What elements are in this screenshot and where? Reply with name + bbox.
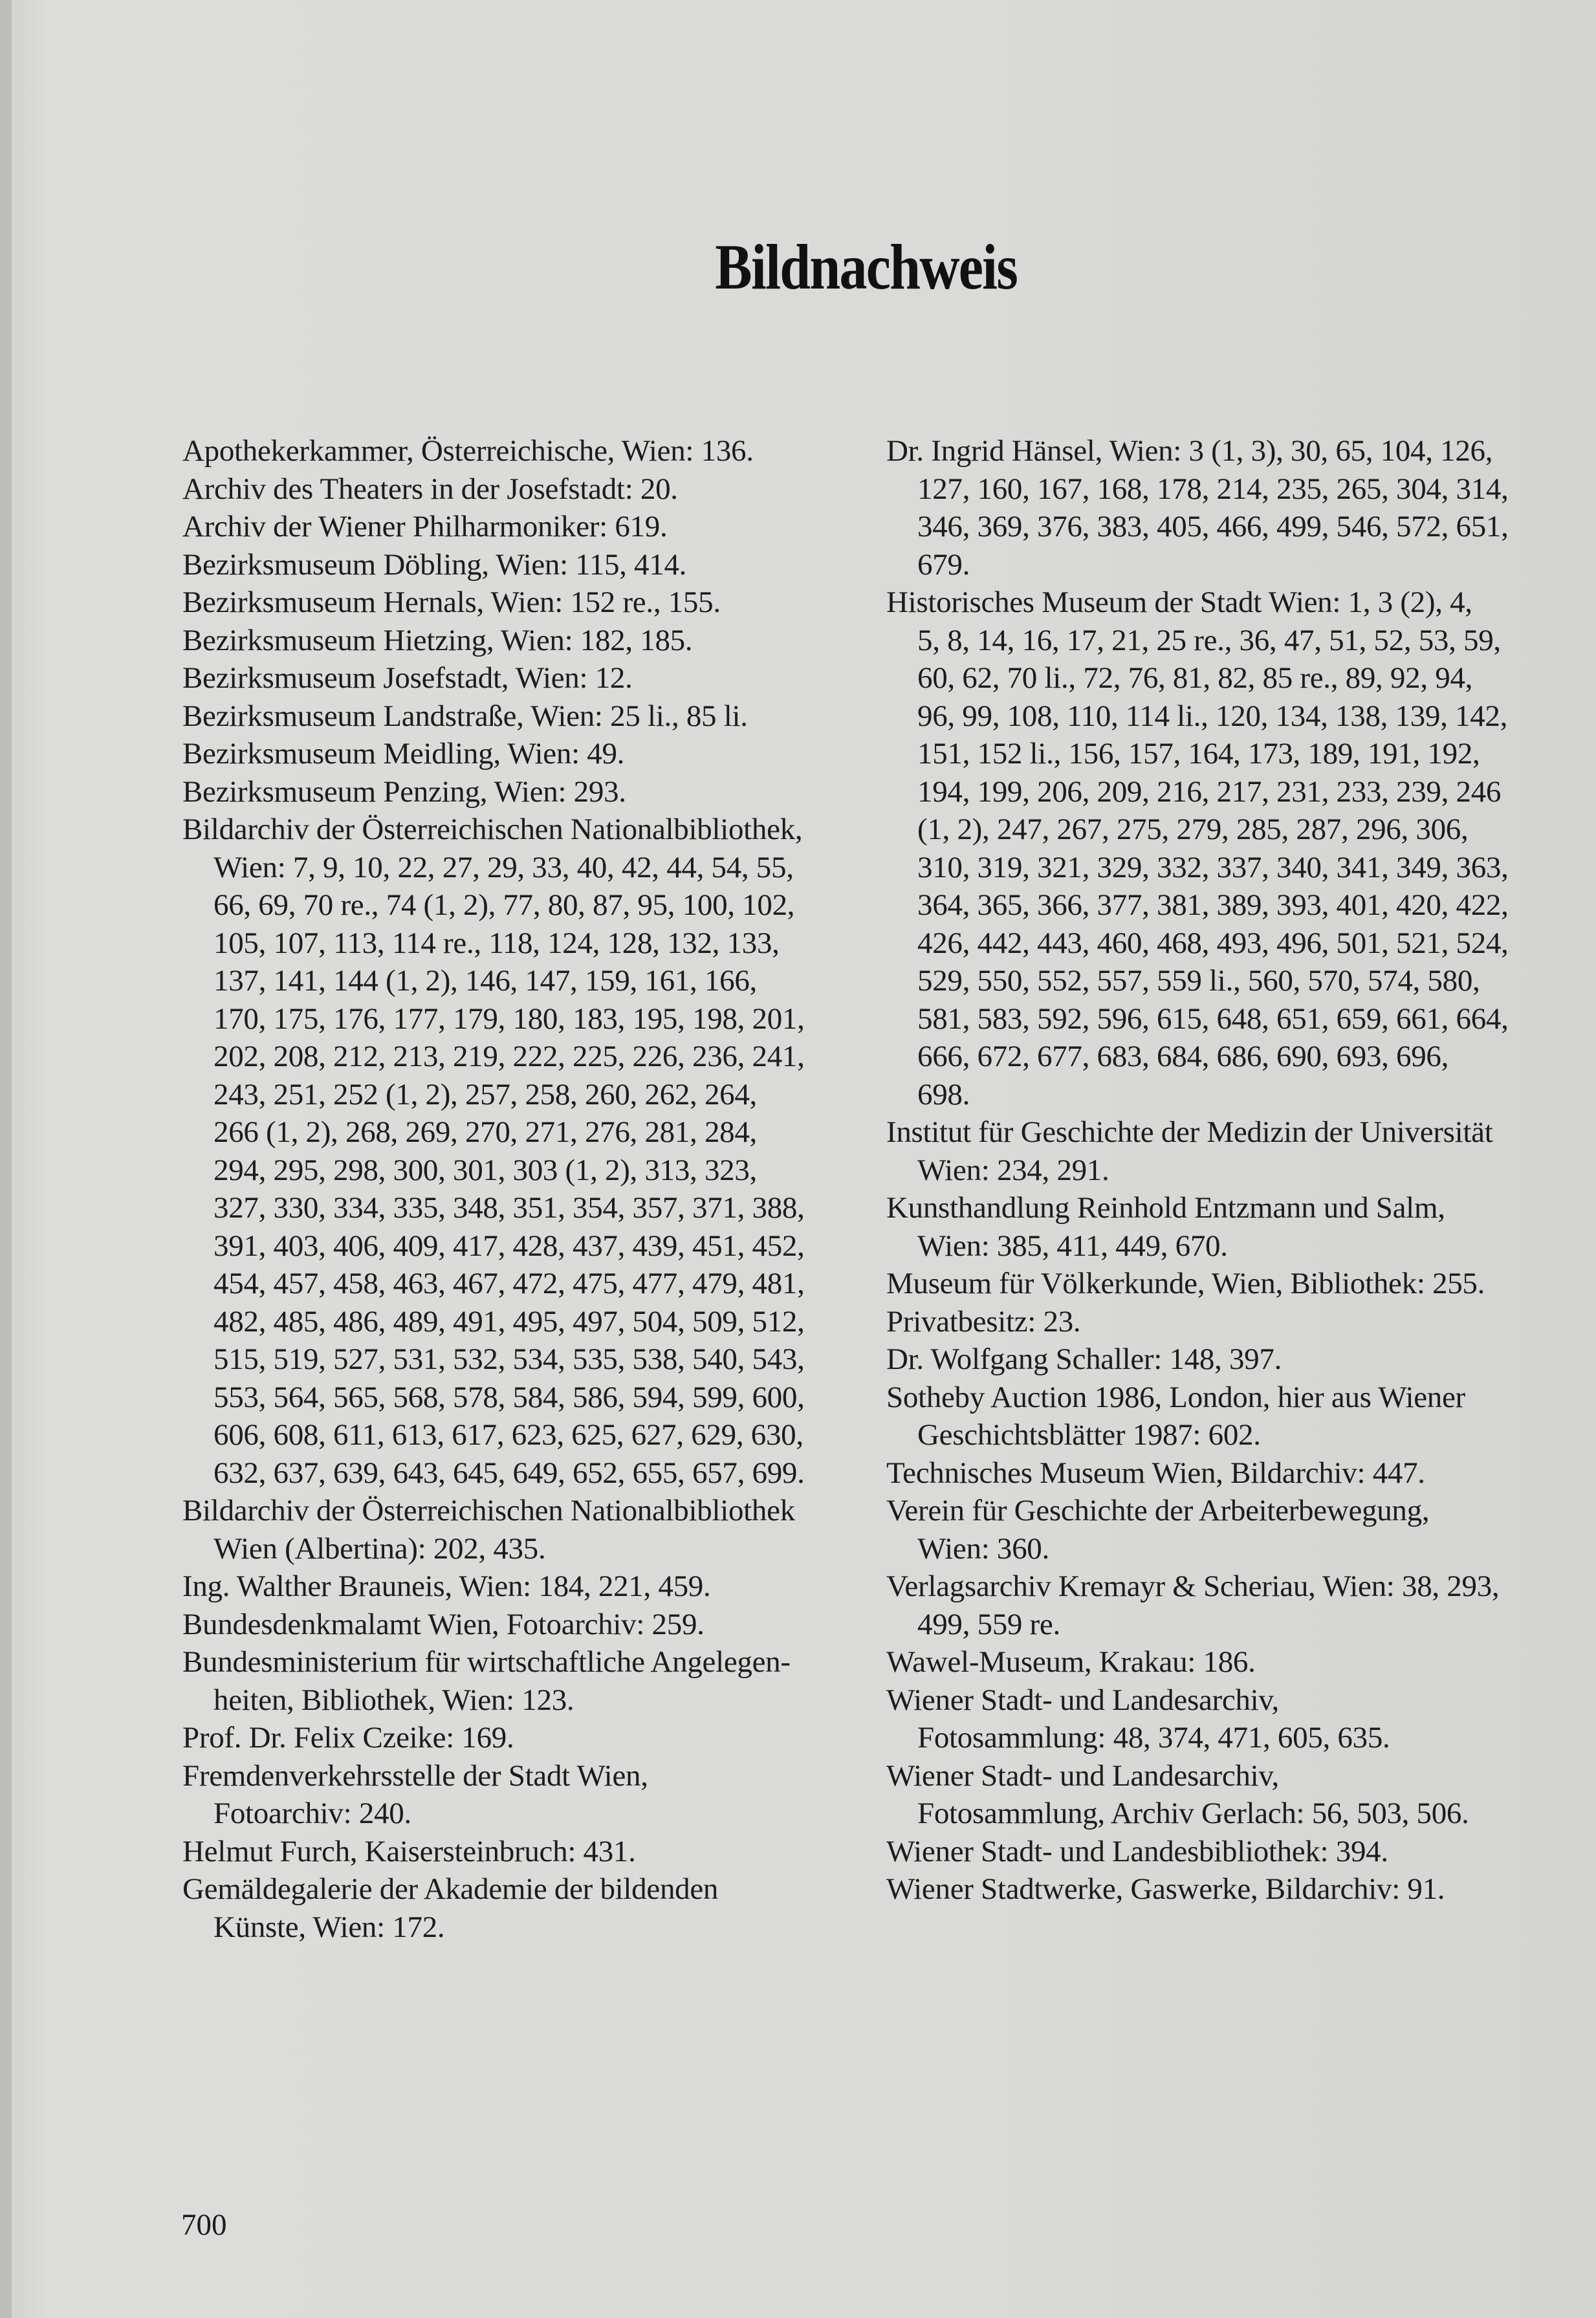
credit-entry [886, 1870, 1562, 1908]
credit-entry-line: Kunsthandlung Reinhold Entzmann und Salm, [886, 1191, 1445, 1225]
credit-entry-continuation: Fotosammlung, Archiv Gerlach: 56, 503, 506. [917, 1797, 1469, 1830]
credit-entry-line: Privatbesitz: 23. [886, 1304, 1081, 1339]
credit-entry [182, 1606, 875, 1644]
credit-entry-continuation: Fotosammlung: 48, 374, 471, 605, 635. [917, 1721, 1390, 1755]
credit-entry-line: Wawel-Museum, Krakau: 186. [886, 1645, 1256, 1679]
page-number: 700 [181, 2208, 227, 2242]
credit-entry-continuation: 105, 107, 113, 114 re., 118, 124, 128, 132, 133, [213, 926, 780, 960]
credit-entry-line: Sotheby Auction 1986, London, hier aus Wiener [886, 1380, 1465, 1414]
credit-entry-line: Bezirksmuseum Hietzing, Wien: 182, 185. [182, 623, 693, 657]
credit-entry-line: Institut für Geschichte der Medizin der Universität [886, 1115, 1493, 1149]
credit-entry [886, 1681, 1562, 1757]
credit-entry [886, 1643, 1562, 1681]
credit-entry-continuation: 243, 251, 252 (1, 2), 257, 258, 260, 262, 264, [213, 1077, 758, 1111]
credit-entry [886, 1379, 1562, 1454]
credit-entry [182, 811, 875, 1492]
credit-entry [182, 432, 875, 470]
credit-entry-continuation: 170, 175, 176, 177, 179, 180, 183, 195, 198, 201, [213, 1001, 805, 1036]
credit-entry-continuation: Wien: 360. [917, 1531, 1049, 1566]
credit-entry-continuation: 529, 550, 552, 557, 559 li., 560, 570, 574, 580, [917, 964, 1480, 998]
credit-entry-line: Bezirksmuseum Penzing, Wien: 293. [182, 774, 626, 809]
credit-entry-line: Bezirksmuseum Meidling, Wien: 49. [182, 737, 625, 771]
credit-entry-line: Wiener Stadt- und Landesarchiv, [886, 1683, 1279, 1717]
credit-entry [886, 1454, 1562, 1492]
credit-entry-continuation: 581, 583, 592, 596, 615, 648, 651, 659, 661, 664, [917, 1001, 1509, 1036]
credit-entry-line: Archiv der Wiener Philharmoniker: 619. [182, 510, 668, 543]
credit-entry-continuation: 60, 62, 70 li., 72, 76, 81, 82, 85 re., 89, 92, 94, [917, 661, 1473, 695]
credit-entry [886, 1113, 1562, 1189]
credit-entry-line: Apothekerkammer, Österreichische, Wien: 136. [182, 434, 754, 468]
credit-entry-continuation: 632, 637, 639, 643, 645, 649, 652, 655, 657, 699. [213, 1456, 805, 1490]
credit-entry-continuation: 5, 8, 14, 16, 17, 21, 25 re., 36, 47, 51, 52, 53, 59, [917, 623, 1501, 657]
credit-entry [182, 1568, 875, 1606]
credit-entry [886, 1265, 1562, 1303]
page-title: Bildnachweis [715, 231, 1018, 303]
page-spine-shadow [0, 0, 12, 2318]
credit-entry-continuation: Wien (Albertina): 202, 435. [213, 1531, 546, 1566]
credit-entry-continuation: 391, 403, 406, 409, 417, 428, 437, 439, 451, 452, [213, 1229, 805, 1263]
credit-entry-continuation: 310, 319, 321, 329, 332, 337, 340, 341, 349, 363, [917, 850, 1509, 884]
credit-entry [182, 1719, 875, 1757]
credit-entry [182, 546, 875, 584]
credit-entry-continuation: 454, 457, 458, 463, 467, 472, 475, 477, 479, 481, [213, 1267, 805, 1300]
credit-entry-continuation: 482, 485, 486, 489, 491, 495, 497, 504, 509, 512, [213, 1304, 805, 1339]
credit-entry-line: Bezirksmuseum Landstraße, Wien: 25 li., 85 li. [182, 699, 748, 733]
credit-entry-line: Wiener Stadt- und Landesbibliothek: 394. [886, 1834, 1388, 1868]
credit-entry-continuation: 137, 141, 144 (1, 2), 146, 147, 159, 161, 166, [213, 964, 758, 998]
credit-entry [886, 1303, 1562, 1341]
credit-entry-continuation: 553, 564, 565, 568, 578, 584, 586, 594, 599, 600, [213, 1380, 805, 1414]
credit-entry-continuation: 327, 330, 334, 335, 348, 351, 354, 357, 371, 388, [213, 1191, 805, 1225]
credit-entry [182, 697, 875, 736]
credit-entry [886, 1757, 1562, 1833]
credit-entry-line: Ing. Walther Brauneis, Wien: 184, 221, 459. [182, 1569, 711, 1603]
credit-entry-continuation: 194, 199, 206, 209, 216, 217, 231, 233, 239, 246 [917, 774, 1502, 809]
credit-entry-continuation: 294, 295, 298, 300, 301, 303 (1, 2), 313, 323, [213, 1153, 758, 1187]
credit-entry-line: Dr. Ingrid Hänsel, Wien: 3 (1, 3), 30, 65, 104, 126, [886, 434, 1493, 468]
credit-entry [886, 1340, 1562, 1379]
credit-entry [182, 1757, 875, 1833]
credit-entry-line: Helmut Furch, Kaisersteinbruch: 431. [182, 1834, 636, 1868]
credit-entry-continuation: 679. [917, 547, 970, 582]
credit-entry-continuation: 499, 559 re. [917, 1607, 1060, 1641]
credit-entry-line: Verlagsarchiv Kremayr & Scheriau, Wien: 38, 293, [886, 1569, 1500, 1603]
credit-entry [182, 508, 875, 546]
credit-entry-continuation: Geschichtsblätter 1987: 602. [917, 1418, 1261, 1452]
credit-entry-continuation: 698. [917, 1077, 970, 1111]
credit-entry-continuation: Wien: 234, 291. [917, 1153, 1110, 1187]
credit-entry-line: Bezirksmuseum Hernals, Wien: 152 re., 155. [182, 585, 721, 619]
credit-entry [182, 470, 875, 508]
credit-entry-continuation: Künste, Wien: 172. [213, 1910, 445, 1944]
credit-entry-line: Gemäldegalerie der Akademie der bildenden [182, 1872, 719, 1906]
credit-entry-line: Bildarchiv der Österreichischen Nationalbibliothek [182, 1494, 795, 1527]
credit-entry-continuation: 127, 160, 167, 168, 178, 214, 235, 265, 304, 314, [917, 472, 1509, 506]
credit-entry-line: Bundesministerium für wirtschaftliche Angelegen- [182, 1645, 791, 1679]
credit-entry-line: Bildarchiv der Österreichischen Nationalbibliothek, [182, 813, 803, 846]
credit-entry-continuation: 202, 208, 212, 213, 219, 222, 225, 226, 236, 241, [213, 1040, 805, 1073]
credit-entry-line: Fremdenverkehrsstelle der Stadt Wien, [182, 1758, 648, 1793]
credit-entry [886, 432, 1562, 584]
credit-entry-line: Bezirksmuseum Josefstadt, Wien: 12. [182, 661, 633, 695]
credit-entry-line: Archiv des Theaters in der Josefstadt: 20. [182, 472, 678, 506]
credit-entry-line: Technisches Museum Wien, Bildarchiv: 447. [886, 1456, 1425, 1490]
credit-entry [182, 1643, 875, 1719]
credit-entry-line: Wiener Stadt- und Landesarchiv, [886, 1758, 1279, 1793]
credit-entry-continuation: 96, 99, 108, 110, 114 li., 120, 134, 138, 139, 142, [917, 699, 1508, 733]
credit-entry-continuation: 266 (1, 2), 268, 269, 270, 271, 276, 281, 284, [213, 1115, 758, 1149]
credit-entry-continuation: 66, 69, 70 re., 74 (1, 2), 77, 80, 87, 95, 100, 102, [213, 888, 795, 922]
credit-entry-continuation: 346, 369, 376, 383, 405, 466, 499, 546, 572, 651, [917, 510, 1509, 543]
credit-entry-line: Prof. Dr. Felix Czeike: 169. [182, 1721, 514, 1755]
credit-entry [886, 1492, 1562, 1568]
credit-entry-line: Wiener Stadtwerke, Gaswerke, Bildarchiv: 91. [886, 1872, 1445, 1906]
credit-entry-continuation: (1, 2), 247, 267, 275, 279, 285, 287, 296, 306, [917, 813, 1469, 846]
credit-entry-line: Bezirksmuseum Döbling, Wien: 115, 414. [182, 547, 687, 582]
credit-entry [182, 622, 875, 660]
credit-entry [886, 1189, 1562, 1265]
credit-entry-line: Historisches Museum der Stadt Wien: 1, 3 (2), 4, [886, 585, 1472, 619]
credit-entry-continuation: 364, 365, 366, 377, 381, 389, 393, 401, 420, 422, [917, 888, 1509, 922]
credit-entry-continuation: Wien: 385, 411, 449, 670. [917, 1229, 1228, 1263]
credit-entry [182, 1833, 875, 1871]
credit-entry [182, 773, 875, 811]
credit-entry [886, 1833, 1562, 1871]
credit-entry-continuation: 666, 672, 677, 683, 684, 686, 690, 693, 696, [917, 1040, 1449, 1073]
credit-entry-line: Bundesdenkmalamt Wien, Fotoarchiv: 259. [182, 1607, 705, 1641]
credit-entry-line: Verein für Geschichte der Arbeiterbewegung, [886, 1494, 1430, 1527]
credit-entry [182, 1492, 875, 1568]
credit-entry-line: Dr. Wolfgang Schaller: 148, 397. [886, 1342, 1282, 1376]
credit-entry [182, 735, 875, 773]
credit-entry-continuation: 426, 442, 443, 460, 468, 493, 496, 501, 521, 524, [917, 926, 1509, 960]
left-column [182, 432, 875, 1946]
credit-entry [182, 584, 875, 622]
credit-entry [886, 584, 1562, 1113]
right-column [886, 432, 1562, 1908]
credit-entry-line: Museum für Völkerkunde, Wien, Bibliothek: 255. [886, 1267, 1485, 1300]
credit-entry [886, 1568, 1562, 1643]
credit-entry-continuation: 515, 519, 527, 531, 532, 534, 535, 538, 540, 543, [213, 1342, 805, 1376]
credit-entry-continuation: Wien: 7, 9, 10, 22, 27, 29, 33, 40, 42, 44, 54, 55, [213, 850, 794, 884]
credit-entry-continuation: 606, 608, 611, 613, 617, 623, 625, 627, 629, 630, [213, 1418, 803, 1452]
credit-entry-continuation: heiten, Bibliothek, Wien: 123. [213, 1683, 574, 1717]
credit-entry [182, 1870, 875, 1946]
credit-entry-continuation: Fotoarchiv: 240. [213, 1797, 411, 1830]
credit-entry [182, 659, 875, 697]
credit-entry-continuation: 151, 152 li., 156, 157, 164, 173, 189, 191, 192, [917, 737, 1480, 771]
